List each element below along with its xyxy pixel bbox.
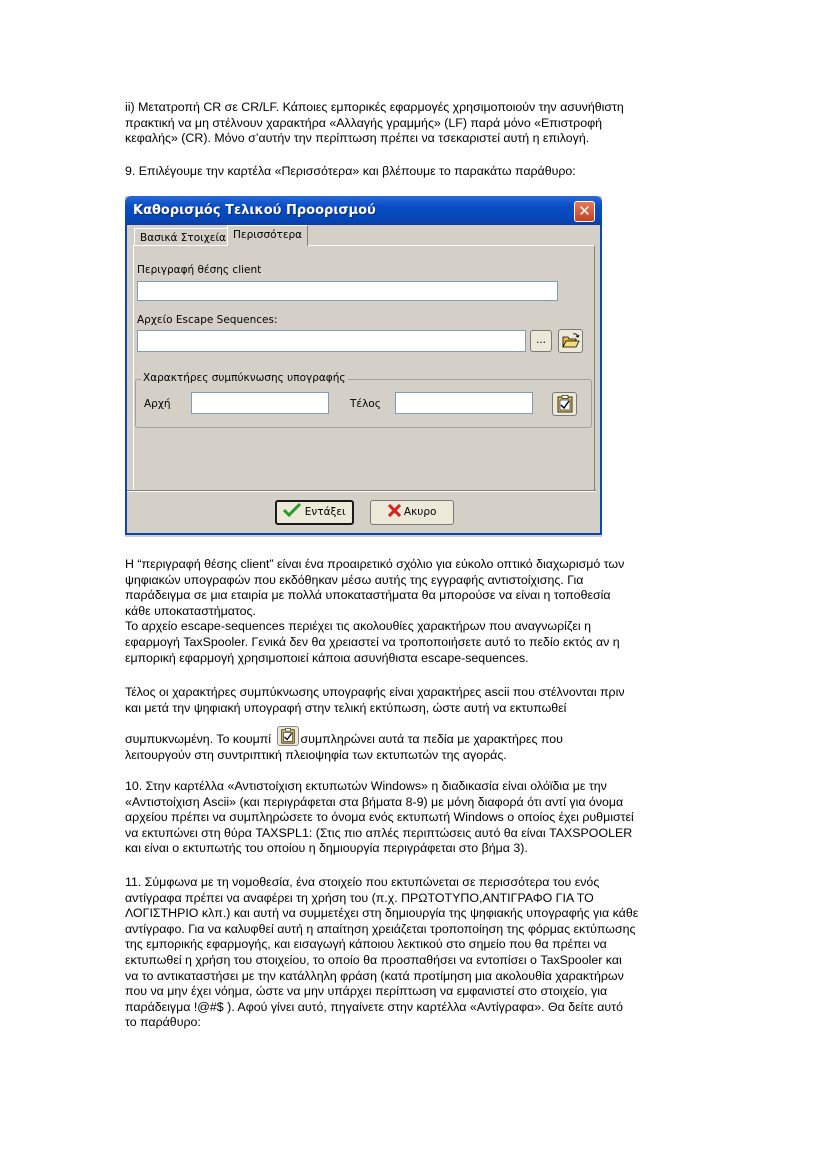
- end-label: Τέλος: [350, 398, 381, 410]
- escape-file-input[interactable]: [137, 330, 526, 352]
- open-folder-button[interactable]: [558, 329, 583, 353]
- paragraph-step-11: [125, 875, 711, 1031]
- close-button[interactable]: [574, 201, 595, 222]
- text-line: κάθε υποκαταστήματος.: [125, 603, 256, 618]
- browse-button[interactable]: [530, 330, 552, 352]
- tab-basic[interactable]: [134, 228, 232, 246]
- text-line: Τέλος οι χαρακτήρες συμπύκνωσης υπογραφής είναι χαρακτήρες ascii που στέλνονται πριν: [125, 685, 625, 699]
- client-desc-label: Περιγραφή θέσης client: [137, 264, 262, 276]
- text-line: 11. Σύμφωνα με τη νομοθεσία, ένα στοιχείο που εκτυπώνεται σε περισσότερα του ενός: [125, 875, 600, 889]
- text-line: 10. Στην καρτέλλα «Αντιστοίχιση εκτυπωτών Windows» η διαδικασία είναι ολόϊδια με την: [125, 779, 607, 793]
- button-separator: [127, 490, 596, 492]
- text-line: εμπορική εφαρμογή χρησιμοποιεί κάποια ασυνήθιστα escape-sequences.: [125, 650, 529, 665]
- text-fragment: συμπυκνωμένη. Το κουμπί: [125, 732, 272, 747]
- dialog-title: Καθορισμός Τελικού Προορισμού: [133, 203, 376, 218]
- text-line: κεφαλής» (CR). Μόνο σ’αυτήν την περίπτωση πρέπει να τσεκαριστεί αυτή η επιλογή.: [125, 131, 590, 146]
- open-folder-icon: [561, 332, 581, 350]
- text-line: το παράθυρο:: [125, 1015, 201, 1030]
- browse-label: ...: [535, 334, 546, 346]
- text-line: ii) Μετατροπή CR σε CR/LF. Κάποιες εμπορικές εφαρμογές χρησιμοποιούν την ασυνήθιστη: [125, 100, 624, 114]
- cancel-button[interactable]: [370, 500, 454, 525]
- text-line: Η “περιγραφή θέσης client” είναι ένα προαιρετικό σχόλιο για εύκολο οπτικό διαχωρισμό των: [125, 557, 625, 571]
- paste-checklist-icon: [556, 395, 574, 413]
- tab-basic-label: Βασικά Στοιχεία: [140, 232, 226, 244]
- text-line: 9. Επιλέγουμε την καρτέλα «Περισσότερα» και βλέπουμε το παρακάτω παράθυρο:: [125, 164, 576, 178]
- text-line: αντίγραφο. Για να καλυφθεί αυτή η απαίτηση χρειάζεται τροποποίηση της φόρμας εκτύπωσης: [125, 921, 636, 936]
- escape-file-label: Αρχείο Escape Sequences:: [137, 314, 278, 326]
- text-line: «Αντιστοίχιση Ascii» (και περιγράφεται στα βήματα 8-9) με μόνη διαφορά ότι αντί για όνομα: [125, 794, 624, 809]
- paragraph-cr-lf: [125, 100, 711, 147]
- text-line: να εκτυπώνει στη θύρα TAXSPL1: (Στις πιο απλές περιπτώσεις αυτό θα είναι TAXSPOOLER: [125, 825, 633, 840]
- text-line: που να μην έχει νόημα, ώστε να μην υπάρχει περίπτωση να εμφανιστεί στο στοιχείο, για: [125, 984, 608, 999]
- text-line: παράδειγμα !@#$ ). Αφού γίνει αυτό, πηγαίνετε στην καρτέλλα «Αντίγραφα». Θα δείτε αυτό: [125, 999, 623, 1014]
- text-line: Το αρχείο escape-sequences περιέχει τις ακολουθίες χαρακτήρων που αναγνωρίζει η: [125, 619, 591, 634]
- client-desc-input[interactable]: [137, 281, 558, 301]
- tab-more[interactable]: [227, 225, 308, 246]
- paragraph-step-10: [125, 779, 711, 857]
- text-line: και μετά την ψηφιακή υπογραφή στην τελική εκτύπωση, ώστε αυτή να εκτυπωθεί: [125, 700, 567, 715]
- text-line: ψηφιακών υπογραφών που εκδόθηκαν μέσω αυτής της εγγραφής αντιστοίχισης. Για: [125, 572, 584, 587]
- paragraph-signature-chars: [125, 685, 711, 763]
- text-line: παράδειγμα σε μια εταιρία με πολλά υποκαταστήματα θα μπορούσε να είναι η τοποθεσία: [125, 588, 611, 603]
- start-input[interactable]: [191, 392, 329, 414]
- text-line: να το αντικαταστήσει με την κατάλληλη φράση (κατά προτίμηση μια ακολουθία χαρακτήρων: [125, 968, 624, 983]
- text-line: εκτυπωθεί η χρήση του στοιχείου, το οποίο θα προσπαθήσει να εντοπίσει ο TaxSpooler και: [125, 952, 622, 967]
- text-line: ΛΟΓΙΣΤΗΡΙΟ κλπ.) και αυτή να συμμετέχει στη δημιουργία της ψηφιακής υπογραφής για κάθε: [125, 906, 639, 921]
- tab-more-label: Περισσότερα: [233, 229, 303, 241]
- cancel-label: Ακυρο: [403, 506, 437, 518]
- ok-button[interactable]: [275, 500, 354, 525]
- text-line: και είναι ο εκτυπωτής του οποίου η δημιουργία περιγράφεται στο βήμα 3).: [125, 841, 528, 856]
- end-input[interactable]: [395, 392, 533, 414]
- checkmark-icon: [283, 503, 301, 517]
- fill-defaults-inline-button: [277, 726, 299, 746]
- destination-settings-dialog: [125, 196, 602, 537]
- text-fragment: συμπληρώνει αυτά τα πεδία με χαρακτήρες που: [300, 732, 563, 747]
- close-icon: ✕: [578, 202, 591, 220]
- signature-chars-group-label: Χαρακτήρες συμπύκνωσης υπογραφής: [143, 372, 346, 384]
- ok-label: Εντάξει: [304, 506, 346, 518]
- text-line: [125, 726, 711, 748]
- text-line: πρακτική να μη στέλνουν χαρακτήρα «Αλλαγής γραμμής» (LF) παρά μόνο «Επιστροφή: [125, 115, 603, 130]
- paragraph-step-9: [125, 164, 711, 180]
- text-line: εφαρμογή TaxSpooler. Γενικά δεν θα χρειαστεί να τροποποιήσετε αυτό το πεδίο εκτός αν η: [125, 634, 620, 649]
- start-label: Αρχή: [144, 398, 171, 410]
- text-line: λειτουργούν στη συντριπτική πλειοψηφία των εκτυπωτών της αγοράς.: [125, 747, 507, 762]
- cross-icon: [388, 504, 401, 517]
- paragraph-client-desc: [125, 557, 711, 666]
- paste-checklist-icon: [280, 728, 296, 744]
- fill-defaults-button[interactable]: [552, 392, 577, 416]
- text-line: της εμπορικής εφαρμογής, και εισαγωγή κάποιου λεκτικού στο σημείο που θα πρέπει να: [125, 937, 607, 952]
- text-line: αντίγραφα πρέπει να αναφέρει τη χρήση του (π.χ. ΠΡΩΤΟΤΥΠΟ,ΑΝΤΙΓΡΑΦΟ ΓΙΑ ΤΟ: [125, 890, 594, 905]
- dialog-title-bar: [125, 196, 602, 225]
- text-line: αρχείου πρέπει να συμπληρώσετε το όνομα ενός εκτυπωτή Windows ο οποίος έχει ρυθμιστεί: [125, 810, 634, 825]
